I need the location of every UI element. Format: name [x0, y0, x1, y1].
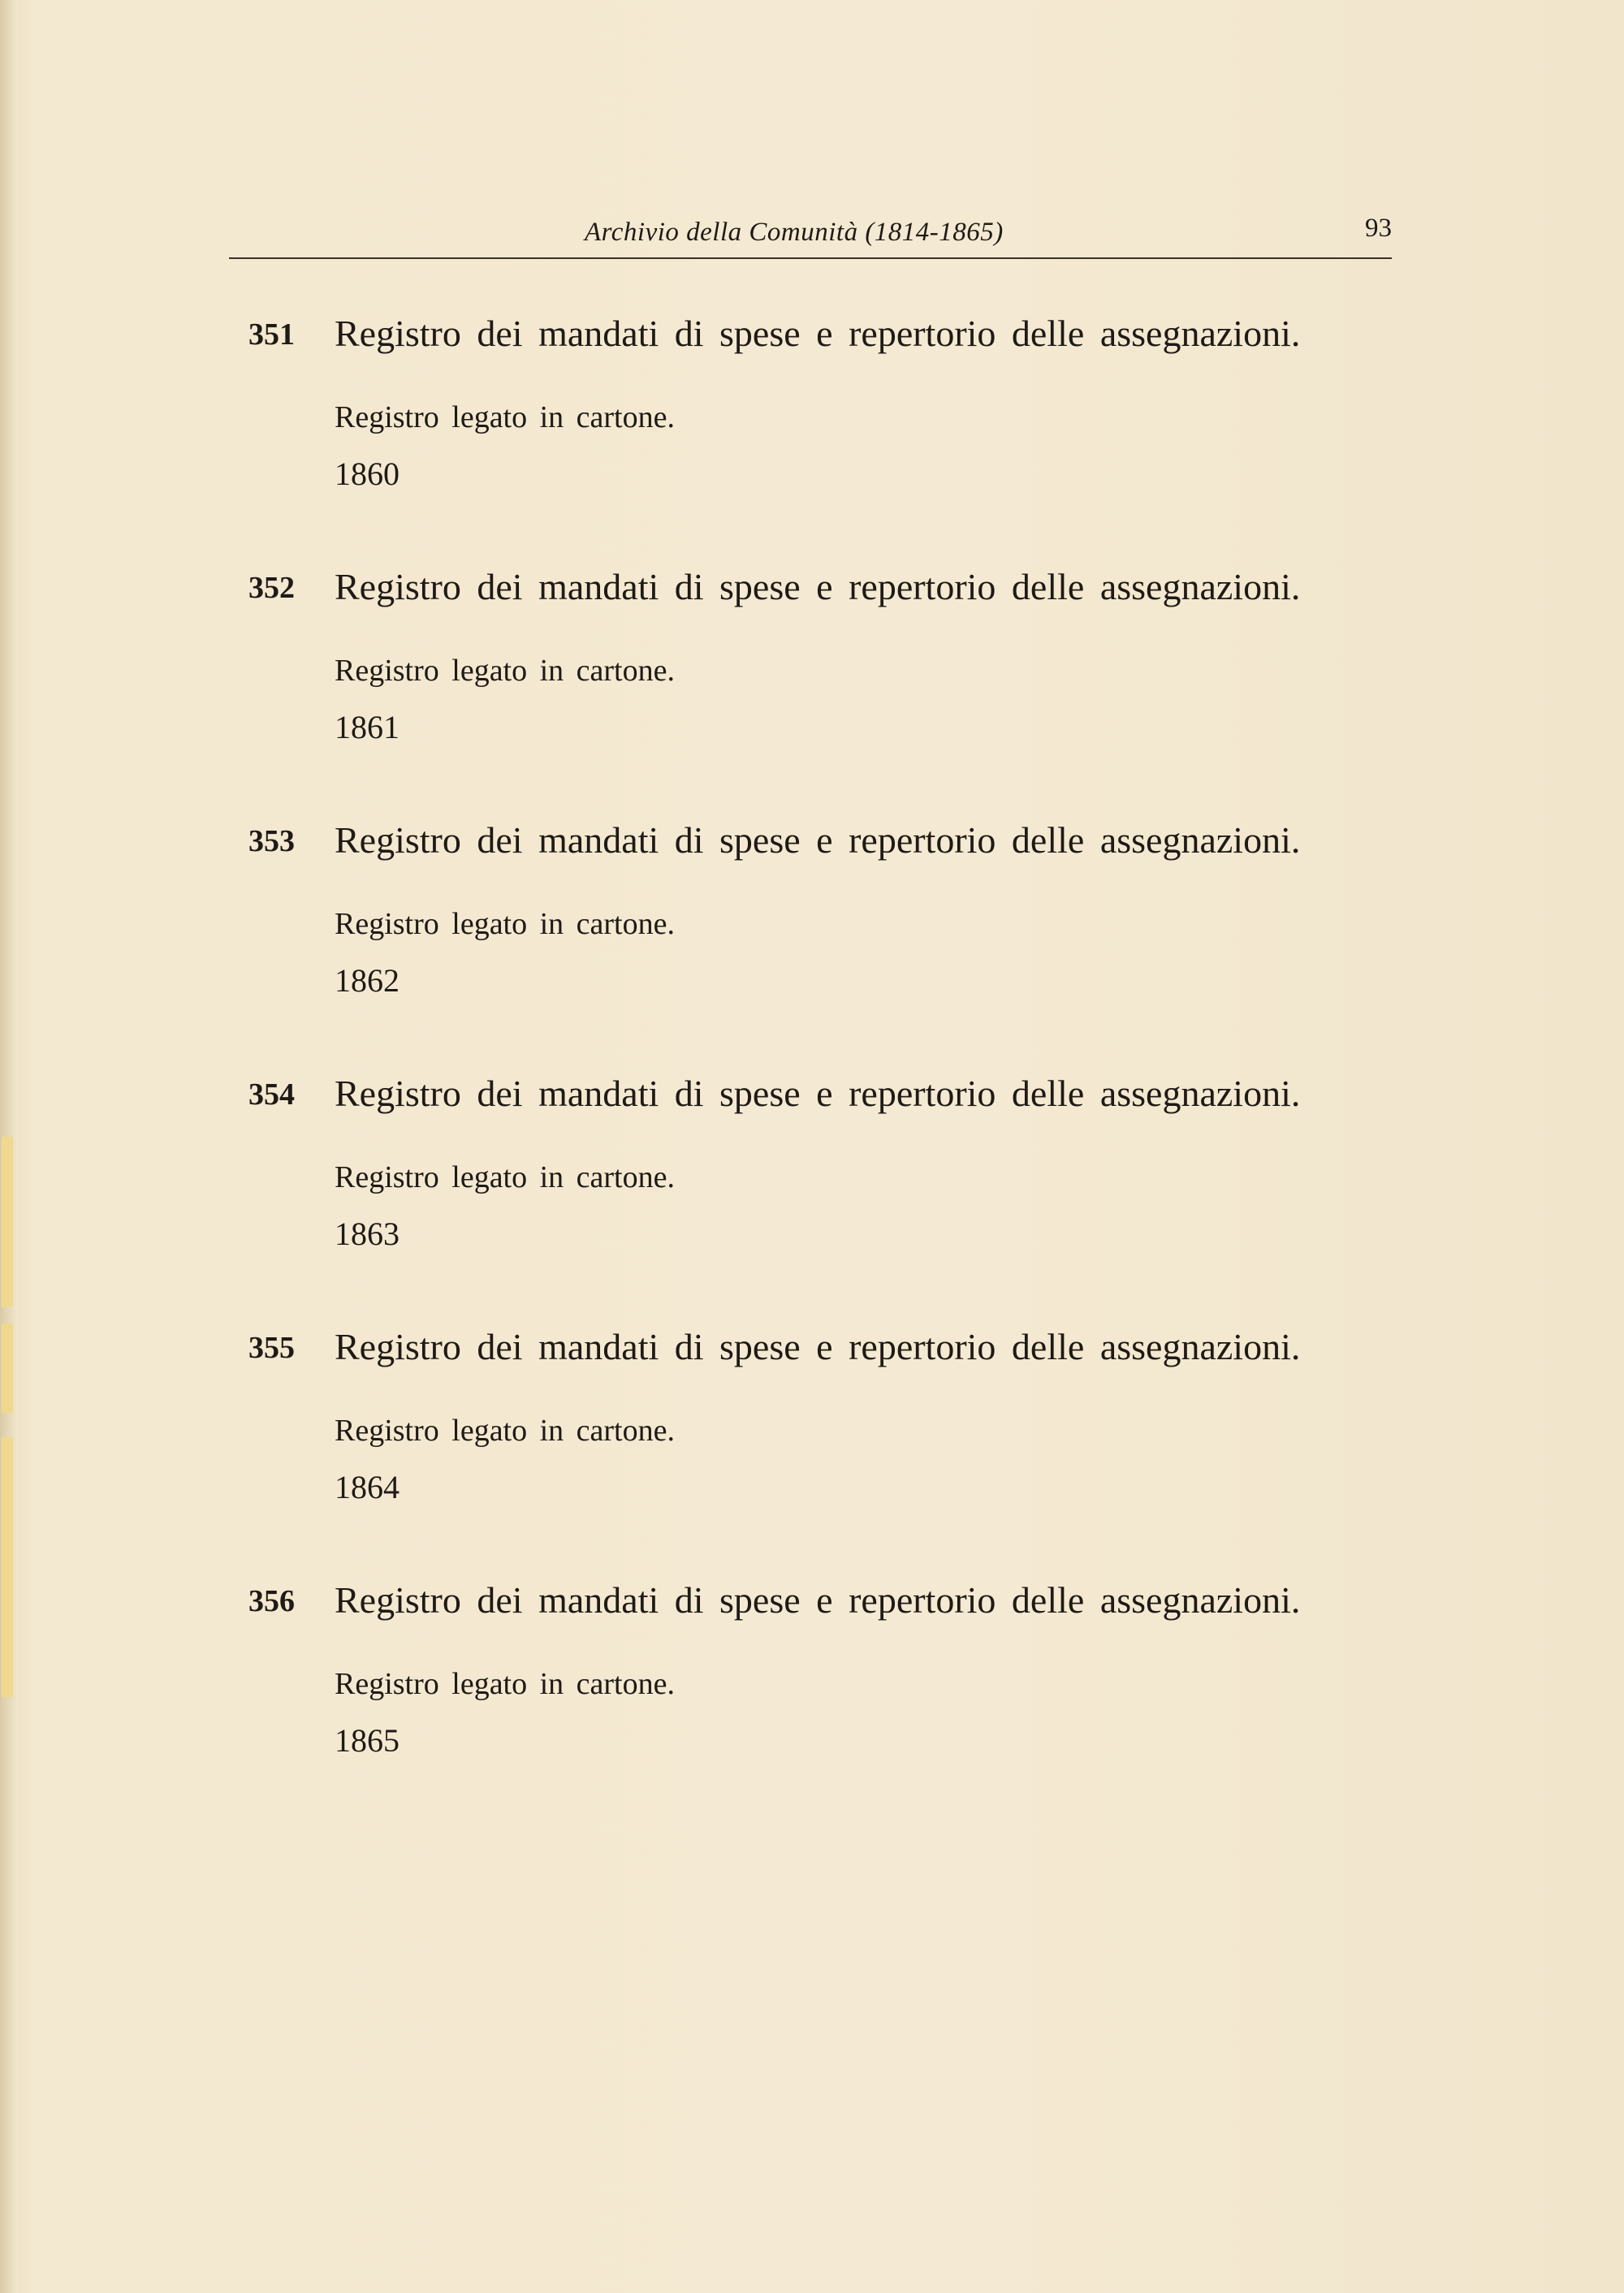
entry-description: Registro legato in cartone.: [335, 400, 675, 434]
entry-year: 1860: [335, 456, 400, 492]
entry-number: 353: [248, 824, 295, 858]
binding-tab: [2, 1324, 13, 1413]
entry-description: Registro legato in cartone.: [335, 1667, 675, 1701]
entry-year: 1861: [335, 709, 400, 745]
catalog-entry: [248, 1579, 1385, 1778]
entry-title: Registro dei mandati di spese e repertorio delle assegnazioni.: [335, 1326, 1301, 1367]
entry-title: Registro dei mandati di spese e repertorio delle assegnazioni.: [335, 819, 1301, 861]
header-title: Archivio della Comunità (1814-1865): [585, 218, 1004, 247]
entry-title: Registro dei mandati di spese e repertorio delle assegnazioni.: [335, 1579, 1301, 1621]
binding-tab: [2, 1137, 13, 1307]
entry-description: Registro legato in cartone.: [335, 907, 675, 941]
catalog-entry: [248, 1073, 1385, 1272]
entry-description: Registro legato in cartone.: [335, 1160, 675, 1194]
entry-number: 354: [248, 1077, 295, 1112]
entry-number: 351: [248, 317, 295, 352]
entry-description: Registro legato in cartone.: [335, 1414, 675, 1448]
catalog-entry: [248, 1326, 1385, 1525]
entry-number: 356: [248, 1584, 295, 1618]
entry-title: Registro dei mandati di spese e repertorio delle assegnazioni.: [335, 1073, 1301, 1114]
entry-title: Registro dei mandati di spese e repertorio delle assegnazioni.: [335, 313, 1301, 354]
entry-title: Registro dei mandati di spese e repertorio delle assegnazioni.: [335, 566, 1301, 607]
catalog-entry: [248, 313, 1385, 512]
binding-tab: [2, 1437, 13, 1697]
page-number: 93: [1365, 214, 1392, 243]
entry-description: Registro legato in cartone.: [335, 654, 675, 688]
catalog-entry: [248, 819, 1385, 1018]
entry-number: 355: [248, 1331, 295, 1365]
entry-year: 1862: [335, 962, 400, 999]
header-rule: [229, 257, 1392, 259]
running-header: [229, 209, 1392, 260]
entry-year: 1865: [335, 1722, 400, 1759]
catalog-entry: [248, 566, 1385, 765]
entry-year: 1863: [335, 1216, 400, 1252]
entry-year: 1864: [335, 1469, 400, 1505]
entry-number: 352: [248, 571, 295, 605]
